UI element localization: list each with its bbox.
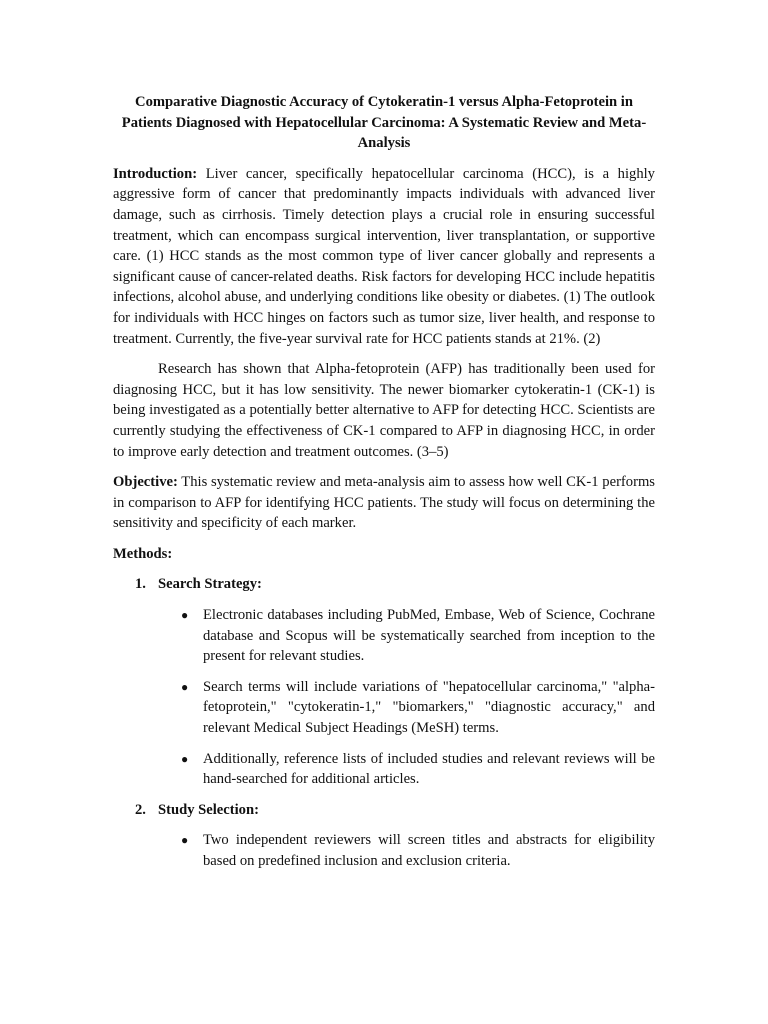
step-title: Search Strategy: — [158, 576, 262, 593]
methods-step — [113, 800, 655, 872]
bullet-icon: ● — [181, 833, 189, 848]
methods-list — [113, 574, 655, 871]
methods-heading: Methods: — [113, 545, 173, 562]
step-number: 1. — [135, 576, 146, 593]
list-item — [158, 830, 655, 871]
document-page — [113, 92, 655, 882]
list-item — [158, 605, 655, 667]
research-paragraph: Research has shown that Alpha-fetoprotein (AFP) has traditionally been used for diagnosing HCC, but it has low sensitivity. The newer biomarker cytokeratin-1 (CK-1) is being investigated as a potentially better alternative to AFP for detecting HCC. Scientists are currently studying the effectiveness of CK-1 compared to AFP in diagnosing HCC, in order to improve early detection and treatment outcomes. (3–5) — [113, 361, 655, 460]
bullet-list — [158, 830, 655, 871]
list-item — [158, 677, 655, 739]
list-item-text: Additionally, reference lists of included studies and relevant reviews will be hand-searched for additional articles. — [203, 750, 655, 788]
document-title: Comparative Diagnostic Accuracy of Cytokeratin-1 versus Alpha-Fetoprotein in Patients Diagnosed with Hepatocellular Carcinoma: A Systematic Review and Meta-Analysis — [121, 94, 647, 152]
introduction-label: Introduction: — [113, 165, 198, 182]
bullet-icon: ● — [181, 679, 189, 694]
bullet-icon: ● — [181, 751, 189, 766]
list-item-text: Electronic databases including PubMed, Embase, Web of Science, Cochrane database and Scopus will be systematically searched from inception to the present for relevant studies. — [203, 607, 655, 665]
list-item — [158, 749, 655, 790]
introduction-paragraph — [113, 164, 655, 349]
list-item-text: Search terms will include variations of "hepatocellular carcinoma," "alpha-fetoprotein," "cytokeratin-1," "biomarkers," "diagnostic accuracy," and relevant Medical Subject Headings (MeSH) terms. — [203, 678, 655, 737]
objective-paragraph — [113, 472, 655, 534]
introduction-text: Liver cancer, specifically hepatocellular carcinoma (HCC), is a highly aggressive form of cancer that predominantly impacts individuals with advanced liver damage, such as cirrhosis. Timely detection plays a crucial role in ensuring successful treatment, which can encompass surgical intervention, liver transplantation, or supportive care. (1) HCC stands as the most common type of liver cancer globally and represents a significant cause of cancer-related deaths. Risk factors for developing HCC include hepatitis infections, alcohol abuse, and underlying conditions like obesity or diabetes. (1) The outlook for individuals with HCC hinges on factors such as tumor size, liver health, and response to treatment. Currently, the five-year survival rate for HCC patients stands at 21%. (2) — [113, 165, 655, 347]
step-title: Study Selection: — [158, 801, 259, 818]
step-number: 2. — [135, 801, 146, 818]
objective-label: Objective: — [113, 474, 178, 491]
methods-step — [113, 574, 655, 789]
bullet-icon: ● — [181, 608, 189, 623]
bullet-list — [158, 605, 655, 790]
list-item-text: Two independent reviewers will screen titles and abstracts for eligibility based on predefined inclusion and exclusion criteria. — [203, 832, 655, 869]
objective-text: This systematic review and meta-analysis aim to assess how well CK-1 performs in comparison to AFP for identifying HCC patients. The study will focus on determining the sensitivity and specificity of each marker. — [113, 474, 655, 532]
